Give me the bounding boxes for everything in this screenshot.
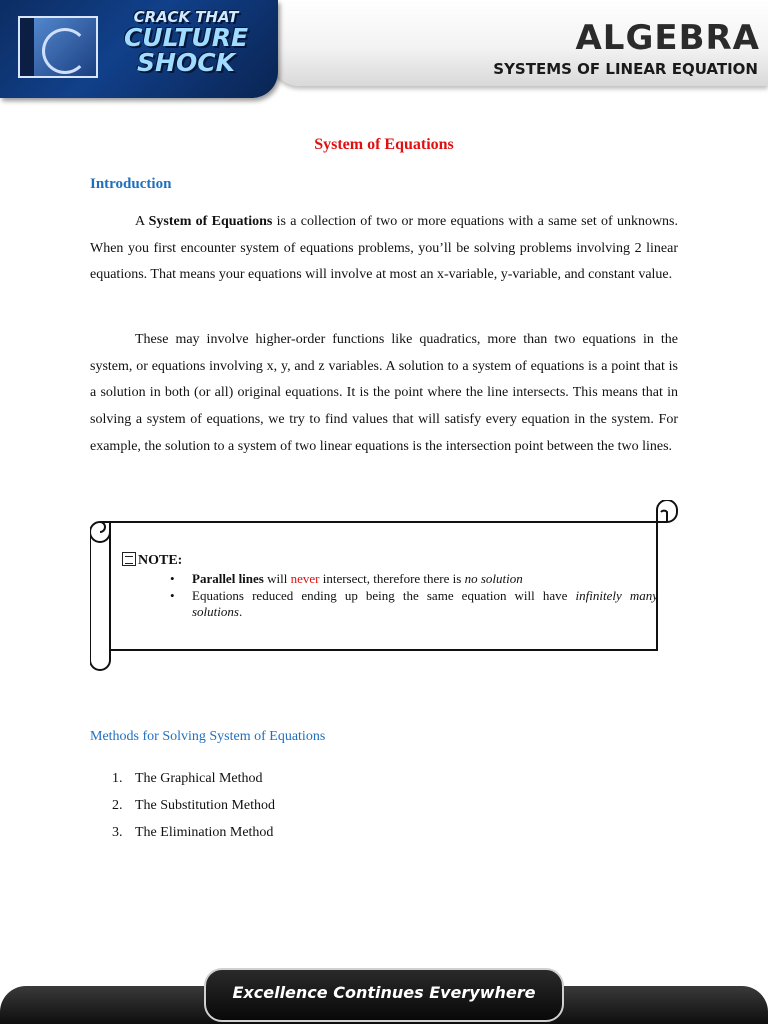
brand-panel xyxy=(0,0,278,98)
method-label: The Graphical Method xyxy=(135,771,263,786)
list-item xyxy=(112,765,275,792)
p1-body: is a collection of two or more equations with a same set of unknowns. When you first encounter system of equations problems, you’ll be solving problems involving 2 linear equations. That means your equations will involve at most an x-variable, y-variable, and constant value. xyxy=(90,214,678,283)
note-label: NOTE: xyxy=(138,553,183,568)
header-banner xyxy=(270,0,768,86)
method-number: 2. xyxy=(112,798,123,813)
note-item-parallel xyxy=(170,571,658,588)
dish-icon xyxy=(42,28,88,74)
intro-heading: Introduction xyxy=(90,176,172,192)
note-list xyxy=(170,571,658,621)
header xyxy=(0,0,768,100)
p1-term: System of Equations xyxy=(148,214,273,229)
method-number: 3. xyxy=(112,825,123,840)
brand-line-1: CRACK THAT xyxy=(133,8,239,26)
footer-tagline: Excellence Continues Everywhere xyxy=(232,983,536,1002)
list-item xyxy=(112,819,275,846)
note-item1-bold: Parallel lines xyxy=(192,571,264,586)
list-item xyxy=(112,792,275,819)
note-item-same-equation xyxy=(170,588,658,621)
subject-title: ALGEBRA xyxy=(575,18,760,58)
note-item2-a: Equations reduced ending up being the same equation will have xyxy=(192,587,576,603)
method-label: The Elimination Method xyxy=(135,825,274,840)
note-item2-b: . xyxy=(238,604,243,619)
satellite-dish-logo-icon xyxy=(18,16,98,78)
note-item1-italic: no solution xyxy=(464,571,523,586)
note-item1-never: never xyxy=(290,571,320,586)
topic-title: SYSTEMS OF LINEAR EQUATION xyxy=(493,60,758,78)
note-edit-icon xyxy=(122,552,136,566)
method-label: The Substitution Method xyxy=(135,798,275,813)
intro-paragraph-2: These may involve higher-order functions like quadratics, more than two equations in the system, or equations involving x, y, and z variables. A solution to a system of equations is a point that is a solution in both (or all) original equations. It is the point where the line intersects. This means that in solving a system of equations, we try to find values that will satisfy every equation in the system. For example, the solution to a system of two linear equations is the intersection point between the two lines. xyxy=(90,332,678,454)
method-number: 1. xyxy=(112,771,123,786)
page-title: System of Equations xyxy=(314,136,454,153)
methods-heading: Methods for Solving System of Equations xyxy=(90,729,326,744)
note-heading xyxy=(122,552,182,569)
brand-line-2: CULTURE xyxy=(123,23,249,52)
brand-wordmark xyxy=(106,10,266,75)
methods-list xyxy=(112,765,275,846)
intro-paragraph-1 xyxy=(90,209,678,289)
note-item1-a: will xyxy=(263,571,291,586)
logo-strip xyxy=(20,18,34,76)
brand-line-3: SHOCK xyxy=(137,48,235,77)
p1-prefix: A xyxy=(135,214,149,229)
note-item1-b: intersect, therefore there is xyxy=(319,571,465,586)
note-item2-italic: infinitely many solutions xyxy=(192,587,658,619)
